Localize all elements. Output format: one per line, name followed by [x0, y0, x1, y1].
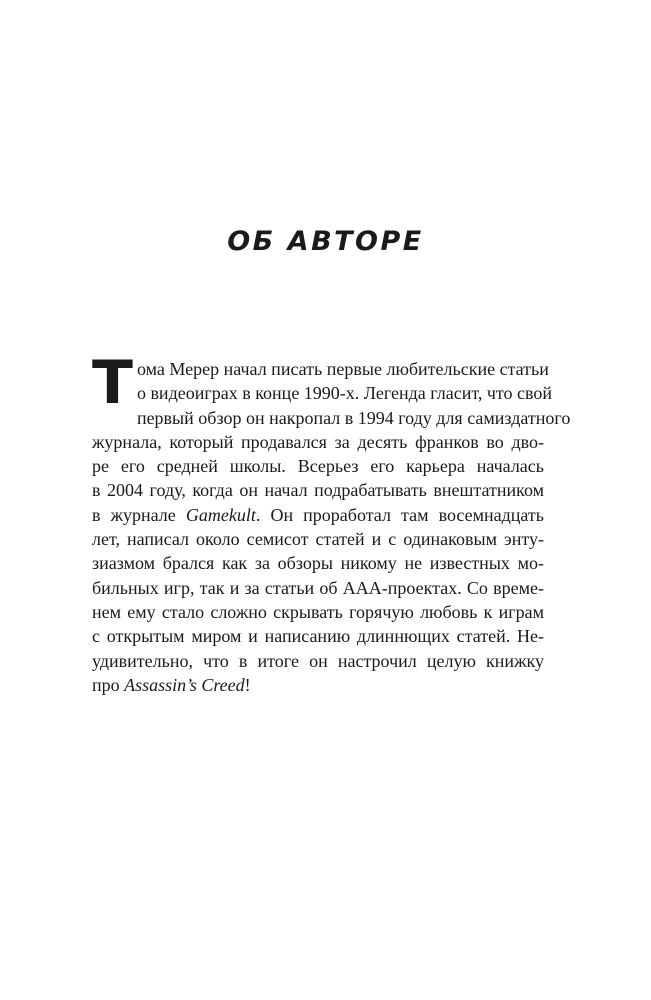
- text-line: лет, написал около семисот статей и с одинаковым энту-: [92, 529, 544, 550]
- text-line: зиазмом брался как за обзоры никому не известных мо-: [92, 553, 544, 574]
- drop-cap-letter: Т: [92, 348, 133, 418]
- text-fragment: . Он проработал там восемнадцать: [255, 504, 545, 525]
- text-line: с открытым миром и написанию длиннющих статей. Не-: [92, 626, 544, 647]
- text-fragment: в журнале: [92, 504, 186, 525]
- text-line: в 2004 году, когда он начал подрабатывать внештатником: [92, 480, 544, 501]
- text-fragment: !: [244, 674, 251, 695]
- text-line: журнала, который продавался за десять франков во дво-: [92, 431, 544, 452]
- text-line: бильных игр, так и за статьи об ААА-проектах. Со време-: [92, 577, 544, 598]
- text-line: [92, 503, 544, 527]
- author-bio-paragraph: [92, 348, 571, 697]
- text-fragment: про: [92, 674, 125, 695]
- text-line: удивительно, что в итоге он настрочил целую книжку: [92, 650, 544, 671]
- text-line: ома Мерер начал писать первые любительские статьи: [136, 359, 549, 379]
- game-title: Assassin’s Creed: [124, 674, 245, 695]
- text-line: первый обзор он накропал в 1994 году для самиздатного: [136, 407, 571, 428]
- text-line: [92, 673, 544, 697]
- magazine-name: Gamekult: [185, 504, 256, 525]
- text-line: ре его средней школы. Всерьез его карьера началась: [92, 456, 544, 477]
- chapter-title: ОБ АВТОРЕ: [227, 226, 424, 257]
- text-line: нем ему стало сложно скрывать горячую любовь к играм: [92, 601, 544, 622]
- text-line: о видеоиграх в конце 1990-х. Легенда гласит, что свой: [136, 383, 553, 404]
